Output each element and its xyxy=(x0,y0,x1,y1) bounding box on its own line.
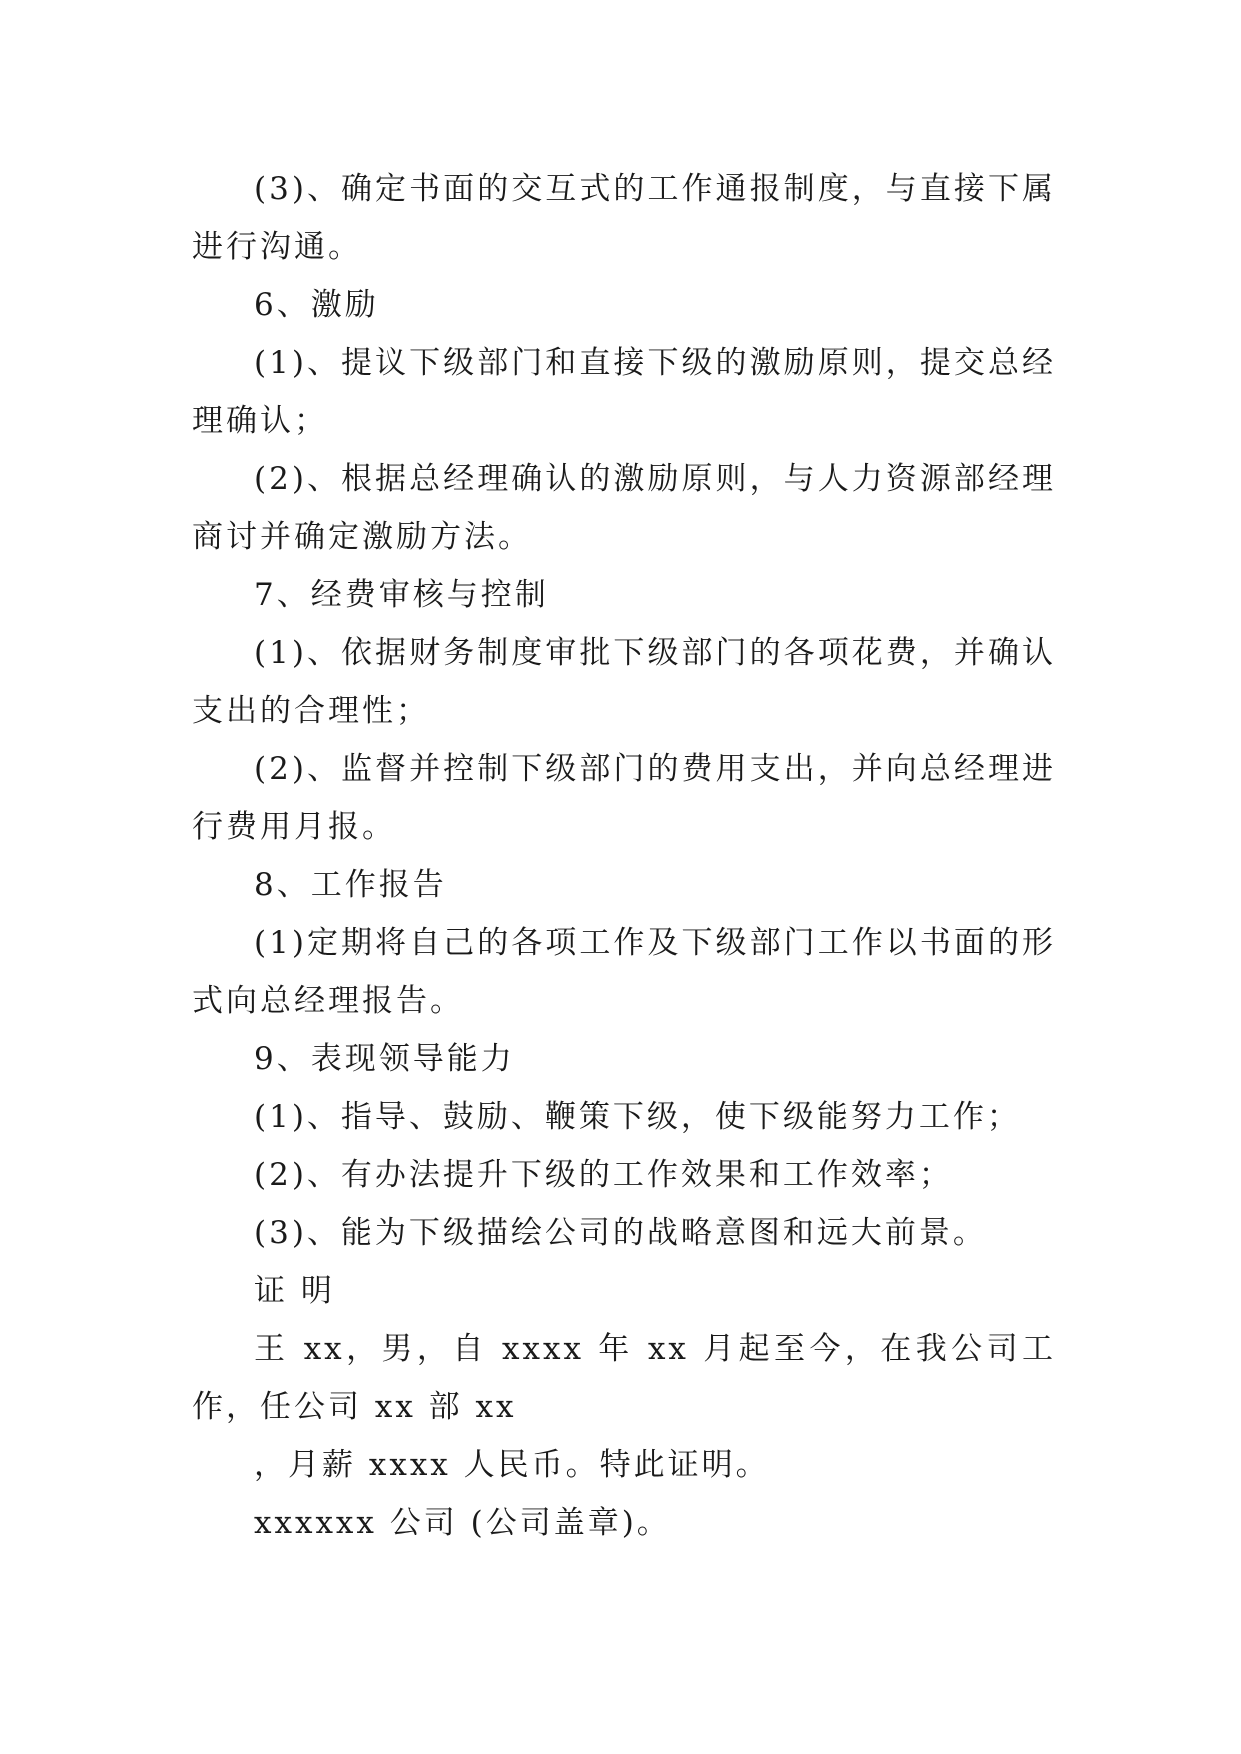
certificate-salary: ，月薪 xxxx 人民币。特此证明。 xyxy=(254,1447,770,1483)
section-heading-incentive: 6、激励 xyxy=(254,287,379,323)
document-body xyxy=(192,160,1056,1552)
paragraph-incentive-2: (2)、根据总经理确认的激励原则，与人力资源部经理商讨并确定激励方法。 xyxy=(192,461,1056,555)
paragraph-report-1: (1)定期将自己的各项工作及下级部门工作以书面的形式向总经理报告。 xyxy=(192,925,1056,1019)
paragraph-budget-1: (1)、依据财务制度审批下级部门的各项花费，并确认支出的合理性； xyxy=(192,635,1056,729)
certificate-title: 证 明 xyxy=(254,1273,335,1309)
section-heading-leadership: 9、表现领导能力 xyxy=(254,1041,515,1077)
section-heading-report: 8、工作报告 xyxy=(254,867,447,903)
certificate-body: 王 xx，男，自 xxxx 年 xx 月起至今，在我公司工作，任公司 xx 部 xx xyxy=(192,1331,1056,1425)
paragraph-leadership-3: (3)、能为下级描绘公司的战略意图和远大前景。 xyxy=(254,1215,987,1251)
section-heading-budget: 7、经费审核与控制 xyxy=(254,577,549,613)
paragraph-incentive-1: (1)、提议下级部门和直接下级的激励原则，提交总经理确认； xyxy=(192,345,1056,439)
paragraph-communication: (3)、确定书面的交互式的工作通报制度，与直接下属进行沟通。 xyxy=(192,171,1056,265)
paragraph-budget-2: (2)、监督并控制下级部门的费用支出，并向总经理进行费用月报。 xyxy=(192,751,1056,845)
paragraph-leadership-2: (2)、有办法提升下级的工作效果和工作效率； xyxy=(254,1157,953,1193)
paragraph-leadership-1: (1)、指导、鼓励、鞭策下级，使下级能努力工作； xyxy=(254,1099,1021,1135)
certificate-signature: xxxxxx 公司 (公司盖章)。 xyxy=(254,1505,671,1541)
